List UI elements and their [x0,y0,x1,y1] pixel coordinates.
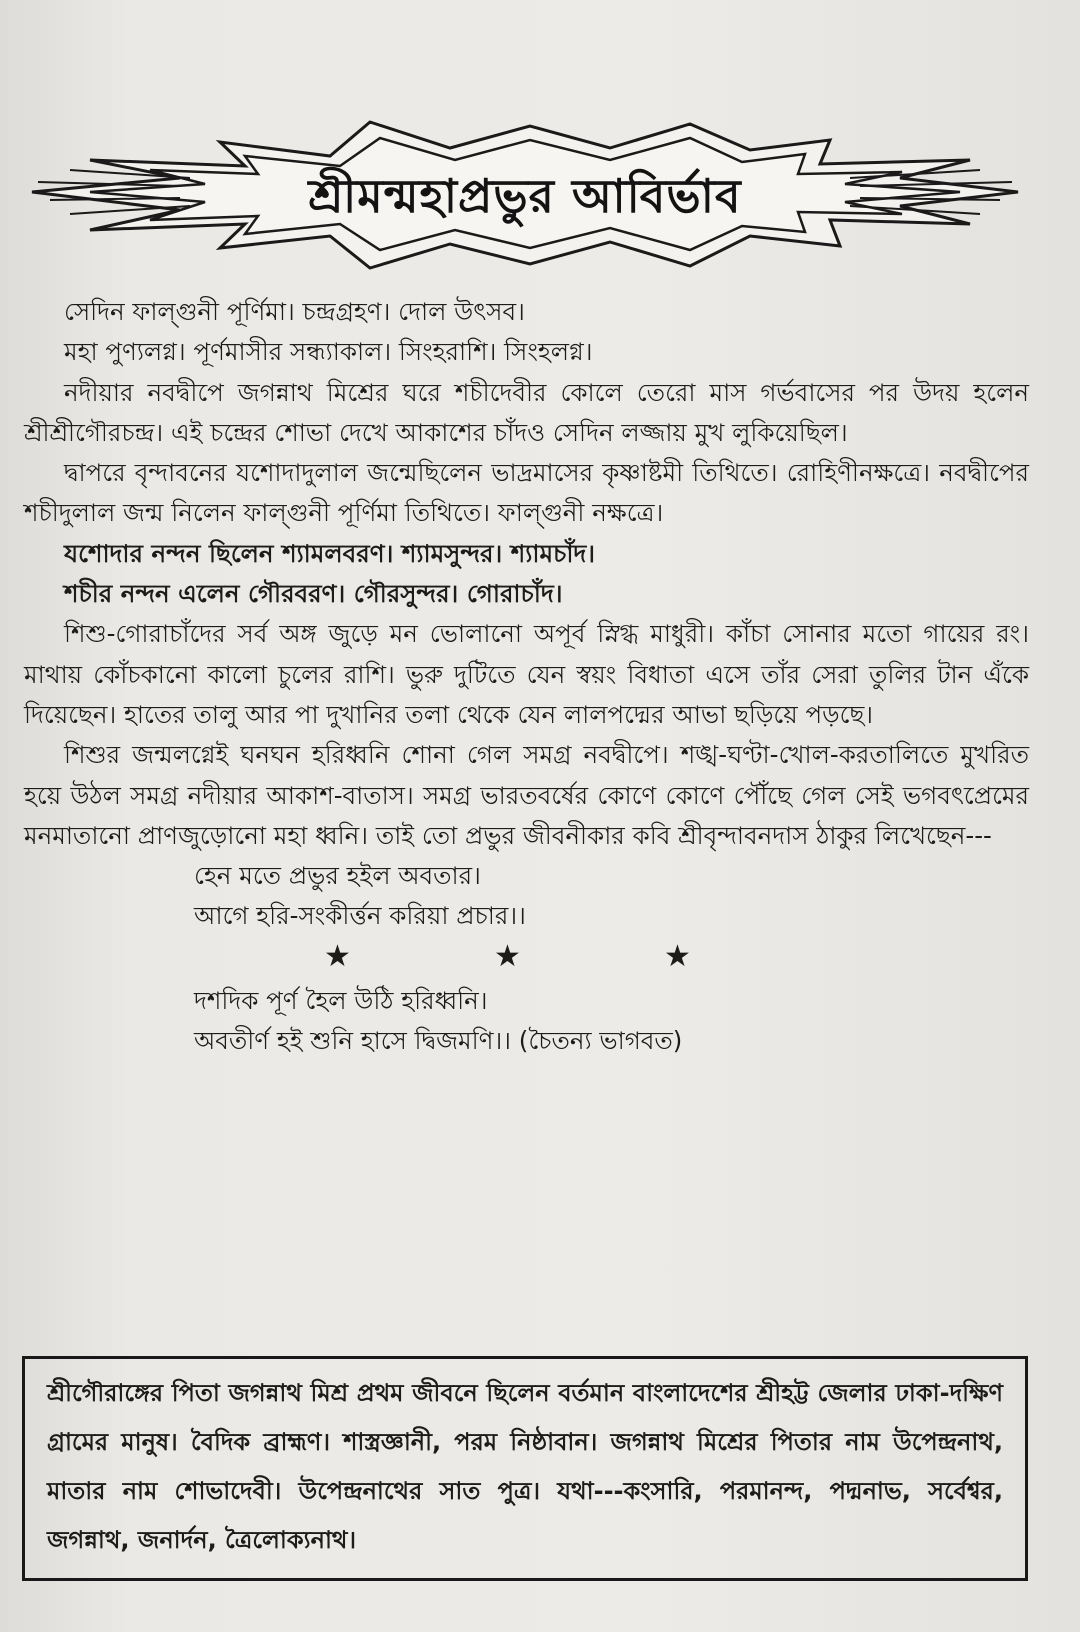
verse-line-4: অবতীর্ণ হই শুনি হাসে দ্বিজমণি।। (চৈতন্য ভাগবত) [194,1026,683,1056]
star-separator [24,937,1029,981]
star-icon: ★ [664,938,691,974]
paragraph-8: শিশুর জন্মলগ্নেই ঘনঘন হরিধ্বনি শোনা গেল সমগ্র নবদ্বীপে। শঙ্খ-ঘণ্টা-খোল-করতালিতে মুখরিত হয়ে উঠল সমগ্র নদীয়ার আকাশ-বাতাস। সমগ্র ভারতবর্ষের কোণে কোণে পৌঁছে গেল সেই ভগবৎপ্রেমের মনমাতানো প্রাণজুড়োনো মহা ধ্বনি। তাই তো প্রভুর জীবনীকার কবি শ্রীবৃন্দাবনদাস ঠাকুর লিখেছেন--- [24,740,1029,850]
title-banner [30,120,1020,270]
paragraph-6-bold: শচীর নন্দন এলেন গৌরবরণ। গৌরসুন্দর। গোরাচাঁদ। [64,579,563,609]
info-box [22,1356,1028,1581]
paragraph-1: সেদিন ফাল্গুনী পূর্ণিমা। চন্দ্রগ্রহণ। দোল উৎসব। [64,297,525,326]
paragraph-3: নদীয়ার নবদ্বীপে জগন্নাথ মিশ্রের ঘরে শচীদেবীর কোলে তেরো মাস গর্ভবাসের পর উদয় হলেন শ্রীশ্রীগৌরচন্দ্র। এই চন্দ্রের শোভা দেখে আকাশের চাঁদও সেদিন লজ্জায় মুখ লুকিয়েছিল। [24,377,1029,447]
article-body [24,292,1029,1061]
paragraph-5-bold: যশোদার নন্দন ছিলেন শ্যামলবরণ। শ্যামসুন্দর। শ্যামচাঁদ। [64,538,596,568]
verse-line-3: দশদিক পূর্ণ হৈল উঠি হরিধ্বনি। [194,985,488,1015]
paragraph-2: মহা পুণ্যলগ্ন। পূর্ণমাসীর সন্ধ্যাকাল। সিংহরাশি। সিংহলগ্ন। [64,337,593,367]
page-title: শ্রীমন্মহাপ্রভুর আবির্ভাব [308,169,742,223]
star-icon: ★ [494,938,521,974]
info-box-text: শ্রীগৌরাঙ্গের পিতা জগন্নাথ মিশ্র প্রথম জীবনে ছিলেন বর্তমান বাংলাদেশের শ্রীহট্ট জেলার ঢাকা-দক্ষিণ গ্রামের মানুষ। বৈদিক ব্রাহ্মণ। শাস্ত্রজ্ঞানী, পরম নিষ্ঠাবান। জগন্নাথ মিশ্রের পিতার নাম উপেন্দ্রনাথ, মাতার নাম শোভাদেবী। উপেন্দ্রনাথের সাত পুত্র। যথা---কংসারি, পরমানন্দ, পদ্মনাভ, সর্বেশ্বর, জগন্নাথ, জনার্দন, ত্রৈলোক্যনাথ। [47,1379,1003,1554]
star-icon: ★ [324,938,351,974]
paragraph-7: শিশু-গোরাচাঁদের সর্ব অঙ্গ জুড়ে মন ভোলানো অপূর্ব স্নিগ্ধ মাধুরী। কাঁচা সোনার মতো গায়ের রং। মাথায় কোঁচকানো কালো চুলের রাশি। ভুরু দুটিতে যেন স্বয়ং বিধাতা এসে তাঁর সেরা তুলির টান এঁকে দিয়েছেন। হাতের তালু আর পা দুখানির তলা থেকে যেন লালপদ্মের আভা ছড়িয়ে পড়ছে। [24,619,1029,729]
verse-line-2: আগে হরি-সংকীর্ত্তন করিয়া প্রচার।। [194,901,526,931]
verse-line-1: হেন মতে প্রভুর হইল অবতার। [194,861,481,891]
paragraph-4: দ্বাপরে বৃন্দাবনের যশোদাদুলাল জন্মেছিলেন ভাদ্রমাসের কৃষ্ণাষ্টমী তিথিতে। রোহিণীনক্ষত্রে। নবদ্বীপের শচীদুলাল জন্ম নিলেন ফাল্গুনী পূর্ণিমা তিথিতে। ফাল্গুনী নক্ষত্রে। [24,458,1029,528]
